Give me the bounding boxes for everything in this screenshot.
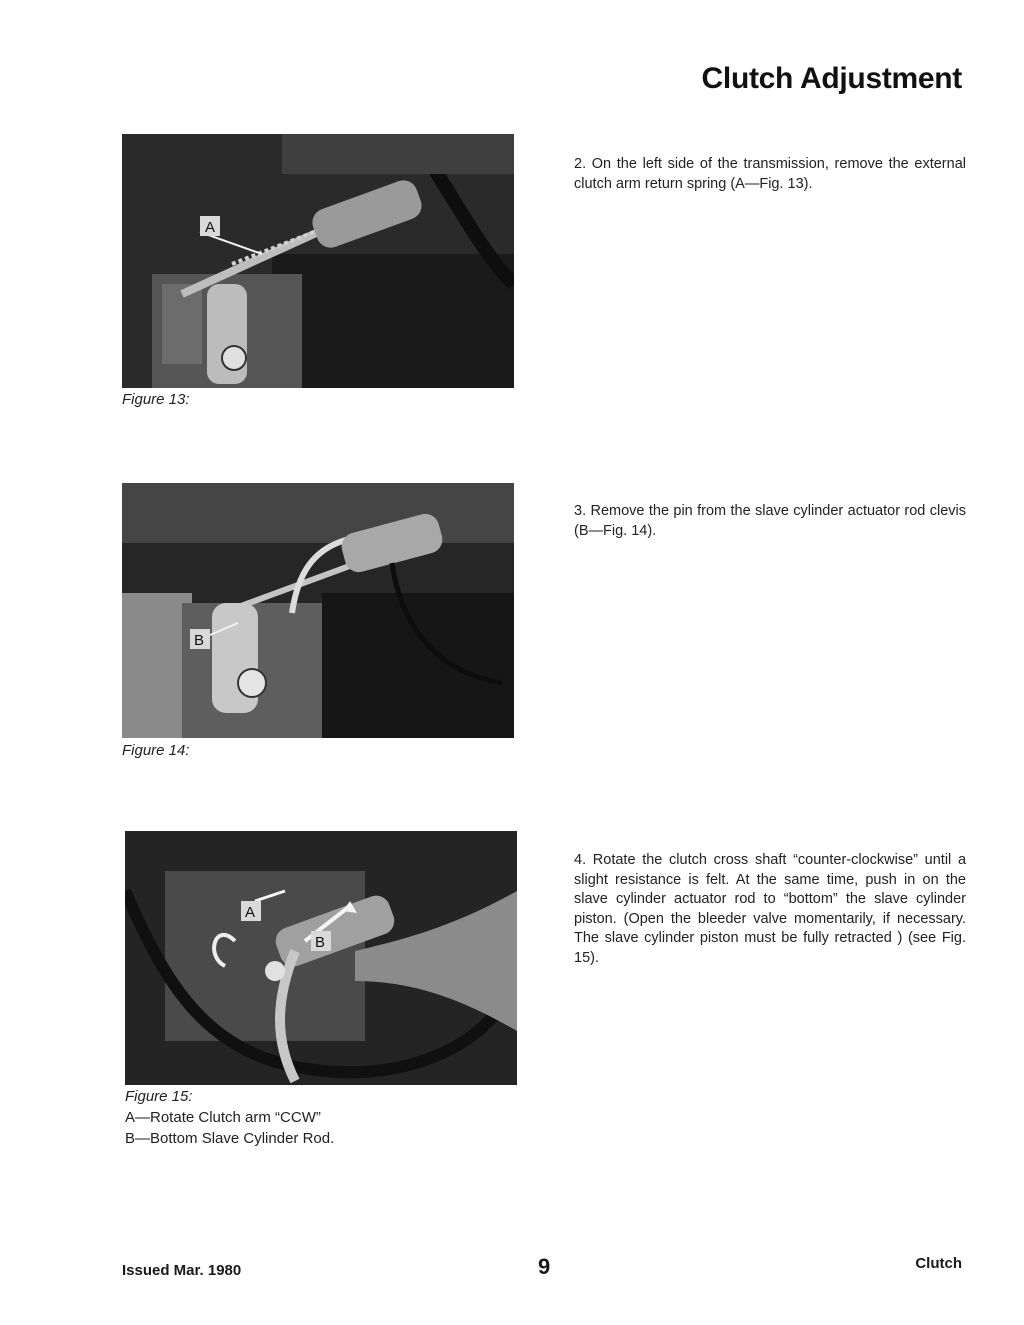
footer-page-number: 9 <box>538 1254 551 1279</box>
footer-section: Clutch <box>915 1255 962 1272</box>
figure-14-callout-b: B <box>194 632 205 649</box>
figure-13-caption <box>122 389 190 410</box>
figure-15-legend-a: A—Rotate Clutch arm “CCW” <box>125 1109 321 1126</box>
figure-13-photo <box>122 134 514 388</box>
footer-issued-date: Issued Mar. 1980 <box>122 1262 242 1279</box>
step-4 <box>574 851 966 968</box>
page-title: Clutch Adjustment <box>701 62 962 95</box>
figure-14-label: Figure 14: <box>122 742 190 759</box>
figure-13-label: Figure 13: <box>122 391 190 408</box>
figure-15-callout-b: B <box>315 934 326 951</box>
figure-15-label: Figure 15: <box>125 1088 193 1105</box>
figure-15-photo <box>125 831 517 1085</box>
step-3-number: 3. <box>574 503 587 519</box>
step-4-text: Rotate the clutch cross shaft “counter-clockwise” until a slight resistance is felt. At the same time, push in on the slave cylinder actuator rod to “bottom” the slave cylinder piston. (Open the bleeder valve momentarily, if necessary. The slave cylinder piston must be fully retracted ) (see Fig. 15). <box>574 852 967 966</box>
figure-13-callout-a: A <box>205 219 216 236</box>
figure-15-illustration <box>125 831 517 1085</box>
step-2 <box>574 155 966 194</box>
figure-14-illustration <box>122 483 514 738</box>
figure-14-caption <box>122 740 190 761</box>
figure-14-photo <box>122 483 514 738</box>
figure-13-illustration <box>122 134 514 388</box>
figure-15-callout-a: A <box>245 904 256 921</box>
figure-15-legend-b: B—Bottom Slave Cylinder Rod. <box>125 1130 335 1147</box>
step-3-text: Remove the pin from the slave cylinder actuator rod clevis (B—Fig. 14). <box>574 503 966 539</box>
step-2-text: On the left side of the transmission, remove the external clutch arm return spring (A—Fig. 13). <box>574 156 966 192</box>
figure-15-caption <box>125 1086 334 1149</box>
step-3 <box>574 502 966 541</box>
step-4-number: 4. <box>574 852 587 868</box>
step-2-number: 2. <box>574 156 587 172</box>
